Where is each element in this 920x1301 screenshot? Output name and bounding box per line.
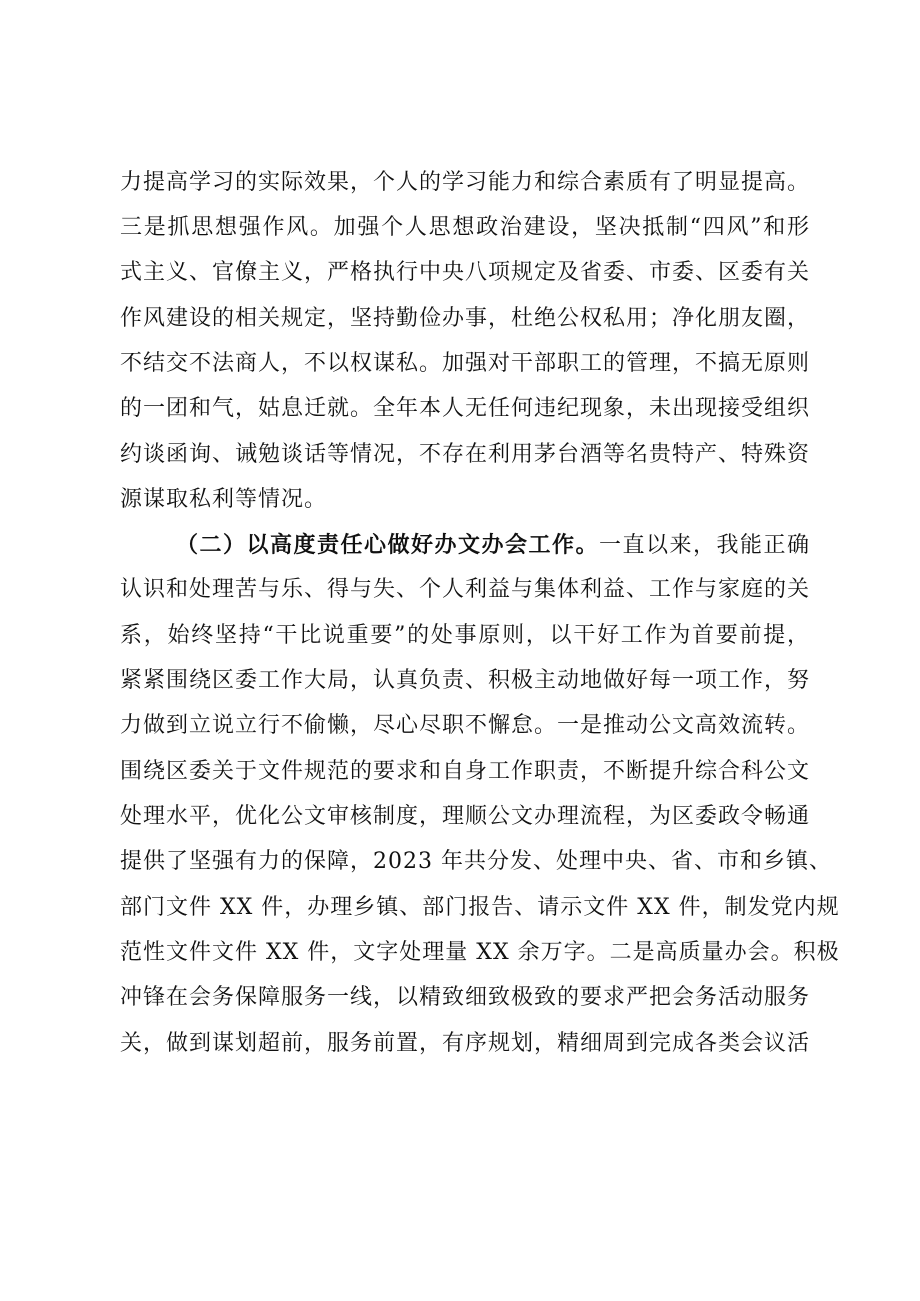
paragraph-line: 力做到立说立行不偷懒，尽心尽职不懈怠。一是推动公文高效流转。 xyxy=(120,713,811,738)
paragraph-line: 部门文件 XX 件，办理乡镇、部门报告、请示文件 XX 件，制发党内规 xyxy=(120,895,840,920)
paragraph-line: 不结交不法商人，不以权谋私。加强对干部职工的管理，不搞无原则 xyxy=(120,351,811,376)
paragraph-line: 三是抓思想强作风。加强个人思想政治建设，坚决抵制“四风”和形 xyxy=(120,215,810,240)
paragraph-line: 认识和处理苦与乐、得与失、个人利益与集体利益、工作与家庭的关 xyxy=(120,577,811,602)
paragraph-line: 范性文件文件 XX 件，文字处理量 XX 余万字。二是高质量办会。积极 xyxy=(120,940,840,965)
paragraph-line: 系，始终坚持“干比说重要”的处事原则，以干好工作为首要前提， xyxy=(120,623,810,648)
paragraph-line: 式主义、官僚主义，严格执行中央八项规定及省委、市委、区委有关 xyxy=(120,260,811,285)
paragraph-line: 作风建设的相关规定，坚持勤俭办事，杜绝公权私用；净化朋友圈， xyxy=(120,306,811,331)
paragraph-line: 约谈函询、诫勉谈话等情况，不存在利用茅台酒等名贵特产、特殊资 xyxy=(120,442,811,467)
paragraph-line: 提供了坚强有力的保障，2023 年共分发、处理中央、省、市和乡镇、 xyxy=(120,849,832,874)
paragraph-line: 处理水平，优化公文审核制度，理顺公文办理流程，为区委政令畅通 xyxy=(120,804,811,829)
paragraph-line: 关，做到谋划超前，服务前置，有序规划，精细周到完成各类会议活 xyxy=(120,1031,811,1056)
section-text: 一直以来，我能正确 xyxy=(598,533,810,558)
section-heading: （二）以高度责任心做好办文办会工作。 xyxy=(176,532,599,558)
paragraph-line: 的一团和气，姑息迁就。全年本人无任何违纪现象，未出现接受组织 xyxy=(120,396,811,421)
paragraph-line: 紧紧围绕区委工作大局，认真负责、积极主动地做好每一项工作，努 xyxy=(120,668,811,693)
paragraph-line: 围绕区委关于文件规范的要求和自身工作职责，不断提升综合科公文 xyxy=(120,759,811,784)
section-heading-line xyxy=(176,530,810,560)
paragraph-line: 力提高学习的实际效果，个人的学习能力和综合素质有了明显提高。 xyxy=(120,170,811,195)
paragraph-line: 冲锋在会务保障服务一线，以精致细致极致的要求严把会务活动服务 xyxy=(120,985,811,1010)
paragraph-line: 源谋取私利等情况。 xyxy=(120,487,328,512)
